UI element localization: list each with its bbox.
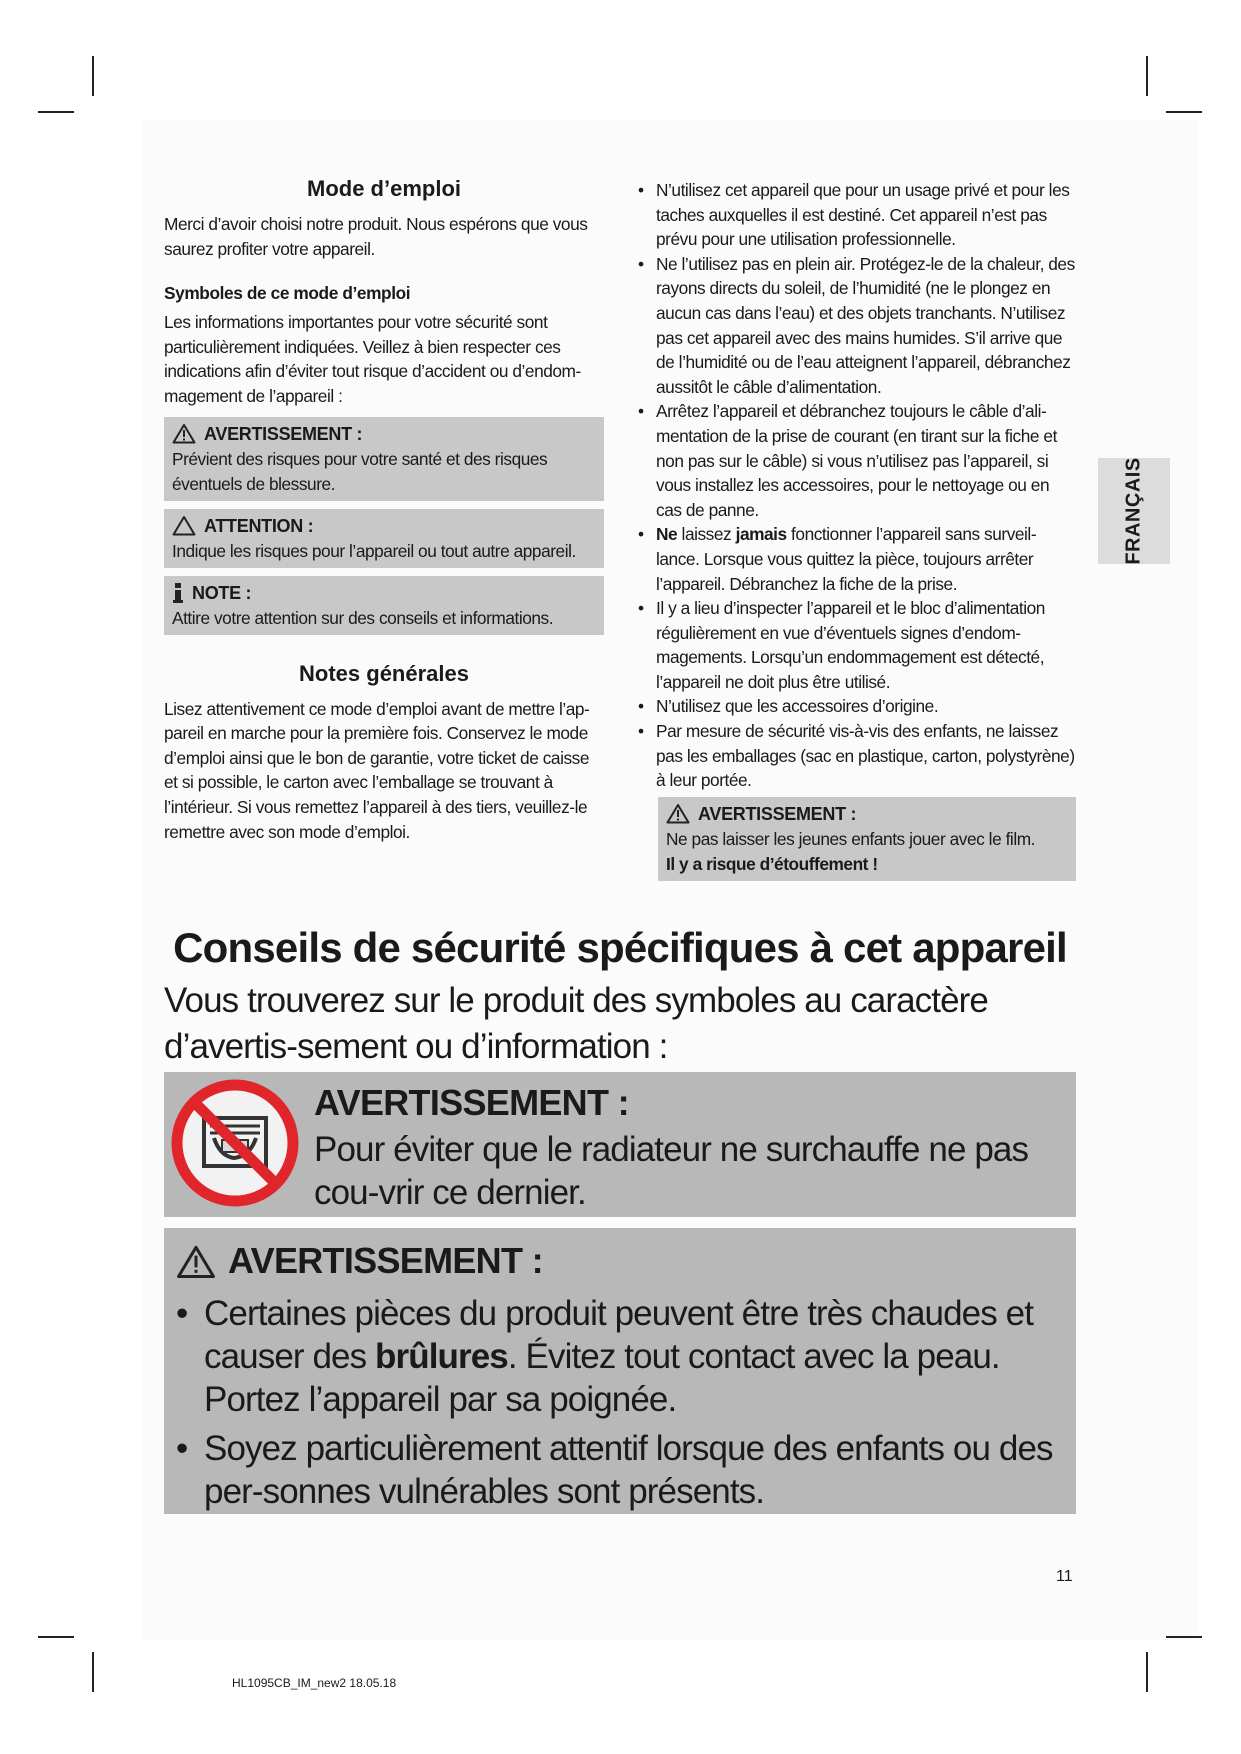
cover-warning-text: Pour éviter que le radiateur ne surchauffe ne pas cou-vrir ce dernier. bbox=[314, 1130, 1029, 1212]
list-item-text: Par mesure de sécurité vis-à-vis des enfants, ne laissez pas les emballages (sac en plastique, carton, polystyrène) à leur portée. bbox=[656, 721, 1075, 791]
language-tab bbox=[1098, 458, 1170, 564]
warning-text: Prévient des risques pour votre santé et des risques éventuels de blessure. bbox=[172, 448, 548, 494]
list-item-text: Il y a lieu d’inspecter l’appareil et le bloc d’alimentation régulièrement en vue d’éventuels signes d’endom-magements. Lorsqu’un endommagement est détecté, l’appareil ne doit plus être utilisé. bbox=[656, 598, 1045, 692]
warning-label-text: AVERTISSEMENT : bbox=[204, 423, 363, 444]
list-item bbox=[638, 719, 1076, 793]
list-item bbox=[638, 596, 1076, 694]
list-item bbox=[638, 399, 1076, 522]
list-item-text: Arrêtez l’appareil et débranchez toujours le câble d’ali-mentation de la prise de courant (en tirant sur la fiche et non pas sur le câble) si vous n’utilisez pas l’appareil, si vous installez les accessoires, pour le nettoyage ou en cas de panne. bbox=[656, 401, 1057, 520]
list-item-bold: jamais bbox=[735, 524, 787, 545]
crop-mark-bottom-right-h bbox=[1166, 1636, 1202, 1638]
crop-mark-top-left-h bbox=[38, 111, 74, 113]
note-label-text: NOTE : bbox=[192, 582, 252, 603]
list-item-text: Ne l’utilisez pas en plein air. Protégez-le de la chaleur, des rayons directs du soleil, de l’humidité (ne le plongez en aucun cas dans l’eau) et des objets tranchants. N’utilisez pas cet appareil avec des mains humides. S’il arrive que de l’humidité ou de l’eau atteignent l’appareil, débranchez aussitôt le câble d’alimentation. bbox=[656, 253, 1075, 397]
list-item-text: laissez bbox=[677, 524, 736, 545]
list-item-text: Certaines pièces du produit peuvent être très chaudes et causer des bbox=[204, 1294, 1034, 1376]
film-warning-bold: Il y a risque d’étouffement ! bbox=[666, 853, 878, 874]
hot-parts-list bbox=[176, 1292, 1076, 1519]
crop-mark-top-right-v bbox=[1146, 56, 1148, 96]
warning-triangle-icon bbox=[666, 803, 690, 824]
film-warning-label-text: AVERTISSEMENT : bbox=[698, 803, 857, 824]
symbols-paragraph: Les informations importantes pour votre sécurité sont particulièrement indiquées. Veillez à bien respecter ces indications afin d’éviter tout risque d’accident ou d’endom-magement de l’appareil : bbox=[164, 312, 581, 406]
list-item-text: . Évitez tout contact avec la peau. Portez l’appareil par sa poignée. bbox=[204, 1337, 1000, 1419]
right-column bbox=[638, 178, 1076, 881]
list-item-text: Soyez particulièrement attentif lorsque des enfants ou des per-sonnes vulnérables sont présents. bbox=[204, 1429, 1053, 1511]
safety-section-title: Conseils de sécurité spécifiques à cet appareil bbox=[173, 924, 1067, 971]
language-tab-label: FRANÇAIS bbox=[1122, 457, 1145, 565]
list-item bbox=[638, 178, 1076, 252]
note-label bbox=[172, 580, 596, 606]
hot-parts-warning-label-text: AVERTISSEMENT : bbox=[228, 1240, 543, 1281]
symbols-heading: Symboles de ce mode d’emploi bbox=[164, 283, 411, 304]
list-item bbox=[638, 694, 1076, 719]
crop-mark-bottom-right-v bbox=[1146, 1652, 1148, 1692]
film-warning-label bbox=[666, 801, 1068, 827]
list-item-text: N’utilisez que les accessoires d’origine. bbox=[656, 696, 939, 717]
list-item-bold: Ne bbox=[656, 524, 678, 545]
list-item-text: N’utilisez cet appareil que pour un usage privé et pour les taches auxquelles il est destiné. Cet appareil n’est pas prévu pour une utilisation professionnelle. bbox=[656, 180, 1070, 250]
hot-parts-warning-label bbox=[176, 1240, 543, 1282]
film-warning-box bbox=[658, 797, 1076, 881]
attention-triangle-icon bbox=[172, 515, 196, 536]
crop-mark-top-left-v bbox=[92, 56, 94, 96]
crop-mark-bottom-left-v bbox=[92, 1652, 94, 1692]
list-item-bold: brûlures bbox=[375, 1337, 508, 1376]
info-icon bbox=[172, 583, 184, 603]
cover-warning-label: AVERTISSEMENT : bbox=[314, 1082, 629, 1123]
warning-box bbox=[164, 417, 604, 501]
left-column bbox=[164, 176, 604, 844]
footer-reference: HL1095CB_IM_new2 18.05.18 bbox=[232, 1676, 397, 1690]
safety-intro: Vous trouverez sur le produit des symboles au caractère d’avertis-sement ou d’information : bbox=[164, 981, 988, 1066]
section-title-notes-generales: Notes générales bbox=[299, 660, 469, 686]
film-warning-text: Ne pas laisser les jeunes enfants jouer avec le film. bbox=[666, 828, 1036, 849]
attention-label-text: ATTENTION : bbox=[204, 515, 314, 536]
list-item-text: fonctionner l’appareil sans surveil-lance. Lorsque vous quittez la pièce, toujours arrêter l’appareil. Débranchez la fiche de la prise. bbox=[656, 524, 1037, 594]
note-text: Attire votre attention sur des conseils et informations. bbox=[172, 607, 554, 628]
page-number: 11 bbox=[1056, 1568, 1073, 1585]
list-item bbox=[638, 252, 1076, 400]
list-item bbox=[176, 1292, 1076, 1421]
attention-label bbox=[172, 513, 596, 539]
attention-text: Indique les risques pour l’appareil ou tout autre appareil. bbox=[172, 540, 576, 561]
intro-paragraph: Merci d’avoir choisi notre produit. Nous espérons que vous saurez profiter votre appareil. bbox=[164, 214, 588, 259]
list-item bbox=[638, 522, 1076, 596]
warning-triangle-icon bbox=[172, 423, 196, 444]
list-item bbox=[176, 1427, 1076, 1513]
warning-label bbox=[172, 421, 596, 447]
general-paragraph: Lisez attentivement ce mode d’emploi avant de mettre l’ap-pareil en marche pour la première fois. Conservez le mode d’emploi ainsi que le bon de garantie, votre ticket de caisse et si possible, le carton avec l’emballage se trouvant à l’intérieur. Si vous remettez l’appareil à des tiers, veuillez-le remettre avec son mode d’emploi. bbox=[164, 698, 590, 842]
section-title-mode-emploi: Mode d’emploi bbox=[307, 176, 461, 201]
attention-box bbox=[164, 509, 604, 568]
hot-parts-warning-box bbox=[164, 1228, 1076, 1514]
crop-mark-bottom-left-h bbox=[38, 1636, 74, 1638]
crop-mark-top-right-h bbox=[1166, 111, 1202, 113]
do-not-cover-icon bbox=[170, 1078, 300, 1208]
note-box bbox=[164, 576, 604, 635]
cover-warning-box bbox=[164, 1072, 1076, 1217]
warning-triangle-icon bbox=[176, 1244, 216, 1279]
